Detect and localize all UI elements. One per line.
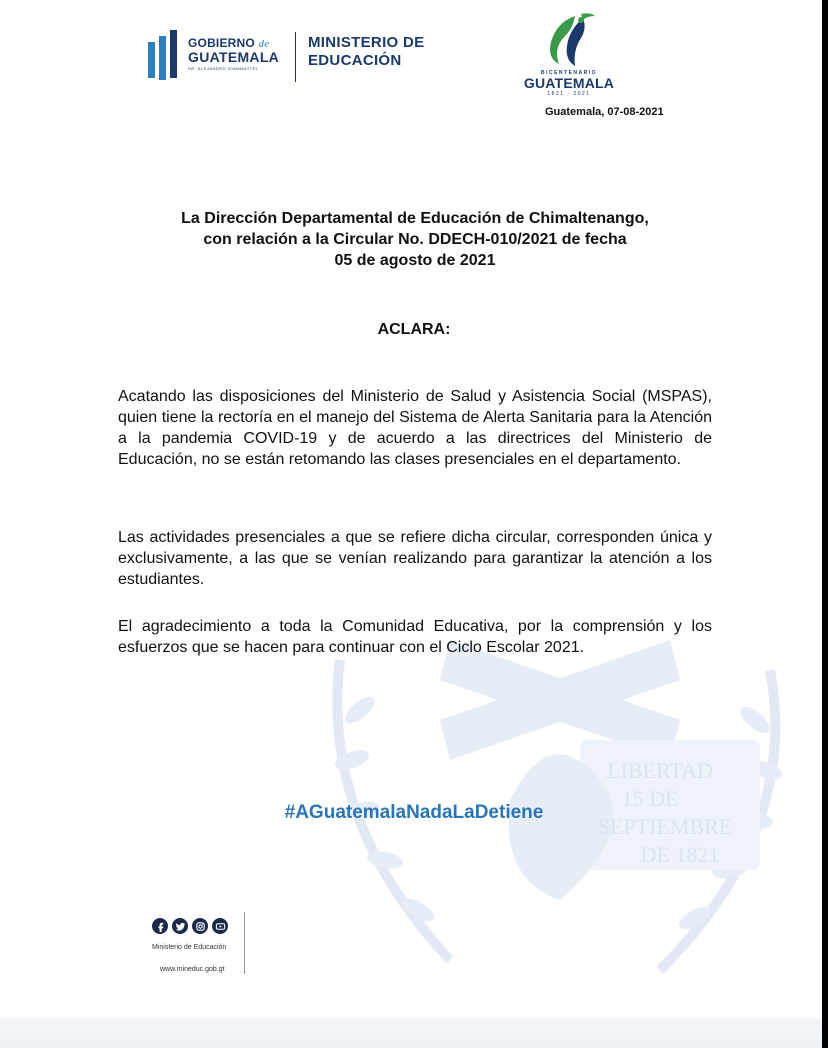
gobierno-ministerio-logo bbox=[148, 26, 448, 88]
footer-divider bbox=[244, 912, 245, 974]
document-title bbox=[120, 208, 710, 271]
logo-divider bbox=[295, 32, 296, 82]
watermark-line1: LIBERTAD bbox=[607, 758, 713, 783]
president-label: DR. ALEJANDRO GIAMMATTEI bbox=[188, 66, 258, 71]
bicentenario-name-label: GUATEMALA bbox=[523, 75, 615, 91]
bicentenario-top-label: BICENTENARIO bbox=[540, 70, 598, 76]
gobierno-label: GOBIERNO de bbox=[188, 36, 270, 50]
paragraph-3: El agradecimiento a toda la Comunidad Educativa, por la comprensión y los esfuerzos que se hacen para continuar con el Ciclo Escolar 2021. bbox=[118, 618, 712, 656]
footer-org: Ministerio de Educación bbox=[152, 944, 227, 951]
ministerio-label: MINISTERIO DE EDUCACIÓN bbox=[308, 34, 425, 69]
title-line2: con relación a la Circular No. DDECH-010/2021 de fecha bbox=[203, 231, 627, 248]
paragraph-1: Acatando las disposiciones del Ministerio de Salud y Asistencia Social (MSPAS), quien tiene la rectoría en el manejo del Sistema de Alerta Sanitaria para la Atención a la pandemia COVID-19 y de acuerdo a las directrices del Ministerio de Educación, no se están retomando las clases presenciales en el departamento. bbox=[118, 388, 712, 468]
youtube-icon[interactable] bbox=[212, 918, 228, 934]
watermark-line4: DE 1821 bbox=[640, 842, 720, 867]
bicentenario-years-label: 1821 · 2021 bbox=[547, 91, 591, 97]
watermark-line3: SEPTIEMBRE bbox=[597, 814, 733, 839]
document-date: Guatemala, 07-08-2021 bbox=[545, 106, 664, 118]
quetzal-icon bbox=[517, 12, 621, 72]
gobierno-flag-icon bbox=[148, 30, 182, 82]
instagram-icon[interactable] bbox=[192, 918, 208, 934]
page-right-edge bbox=[822, 0, 828, 1048]
twitter-icon[interactable] bbox=[172, 918, 188, 934]
page-bottom-edge bbox=[0, 1018, 828, 1048]
social-icons bbox=[152, 918, 228, 934]
section-heading: ACLARA: bbox=[377, 321, 451, 338]
bicentenario-logo bbox=[517, 12, 621, 98]
hashtag: #AGuatemalaNadaLaDetiene bbox=[284, 802, 544, 823]
paragraph-2: Las actividades presenciales a que se refiere dicha circular, corresponden única y exclusivamente, a las que se venían realizando para garantizar la atención a los estudiantes. bbox=[118, 529, 712, 588]
watermark-line2: 15 DE bbox=[621, 786, 679, 811]
guatemala-label: GUATEMALA bbox=[188, 49, 280, 65]
footer-url[interactable]: www.mineduc.gob.gt bbox=[160, 966, 225, 973]
title-line3: 05 de agosto de 2021 bbox=[334, 252, 496, 269]
title-line1: La Dirección Departamental de Educación de Chimaltenango, bbox=[181, 210, 649, 227]
facebook-icon[interactable] bbox=[152, 918, 168, 934]
